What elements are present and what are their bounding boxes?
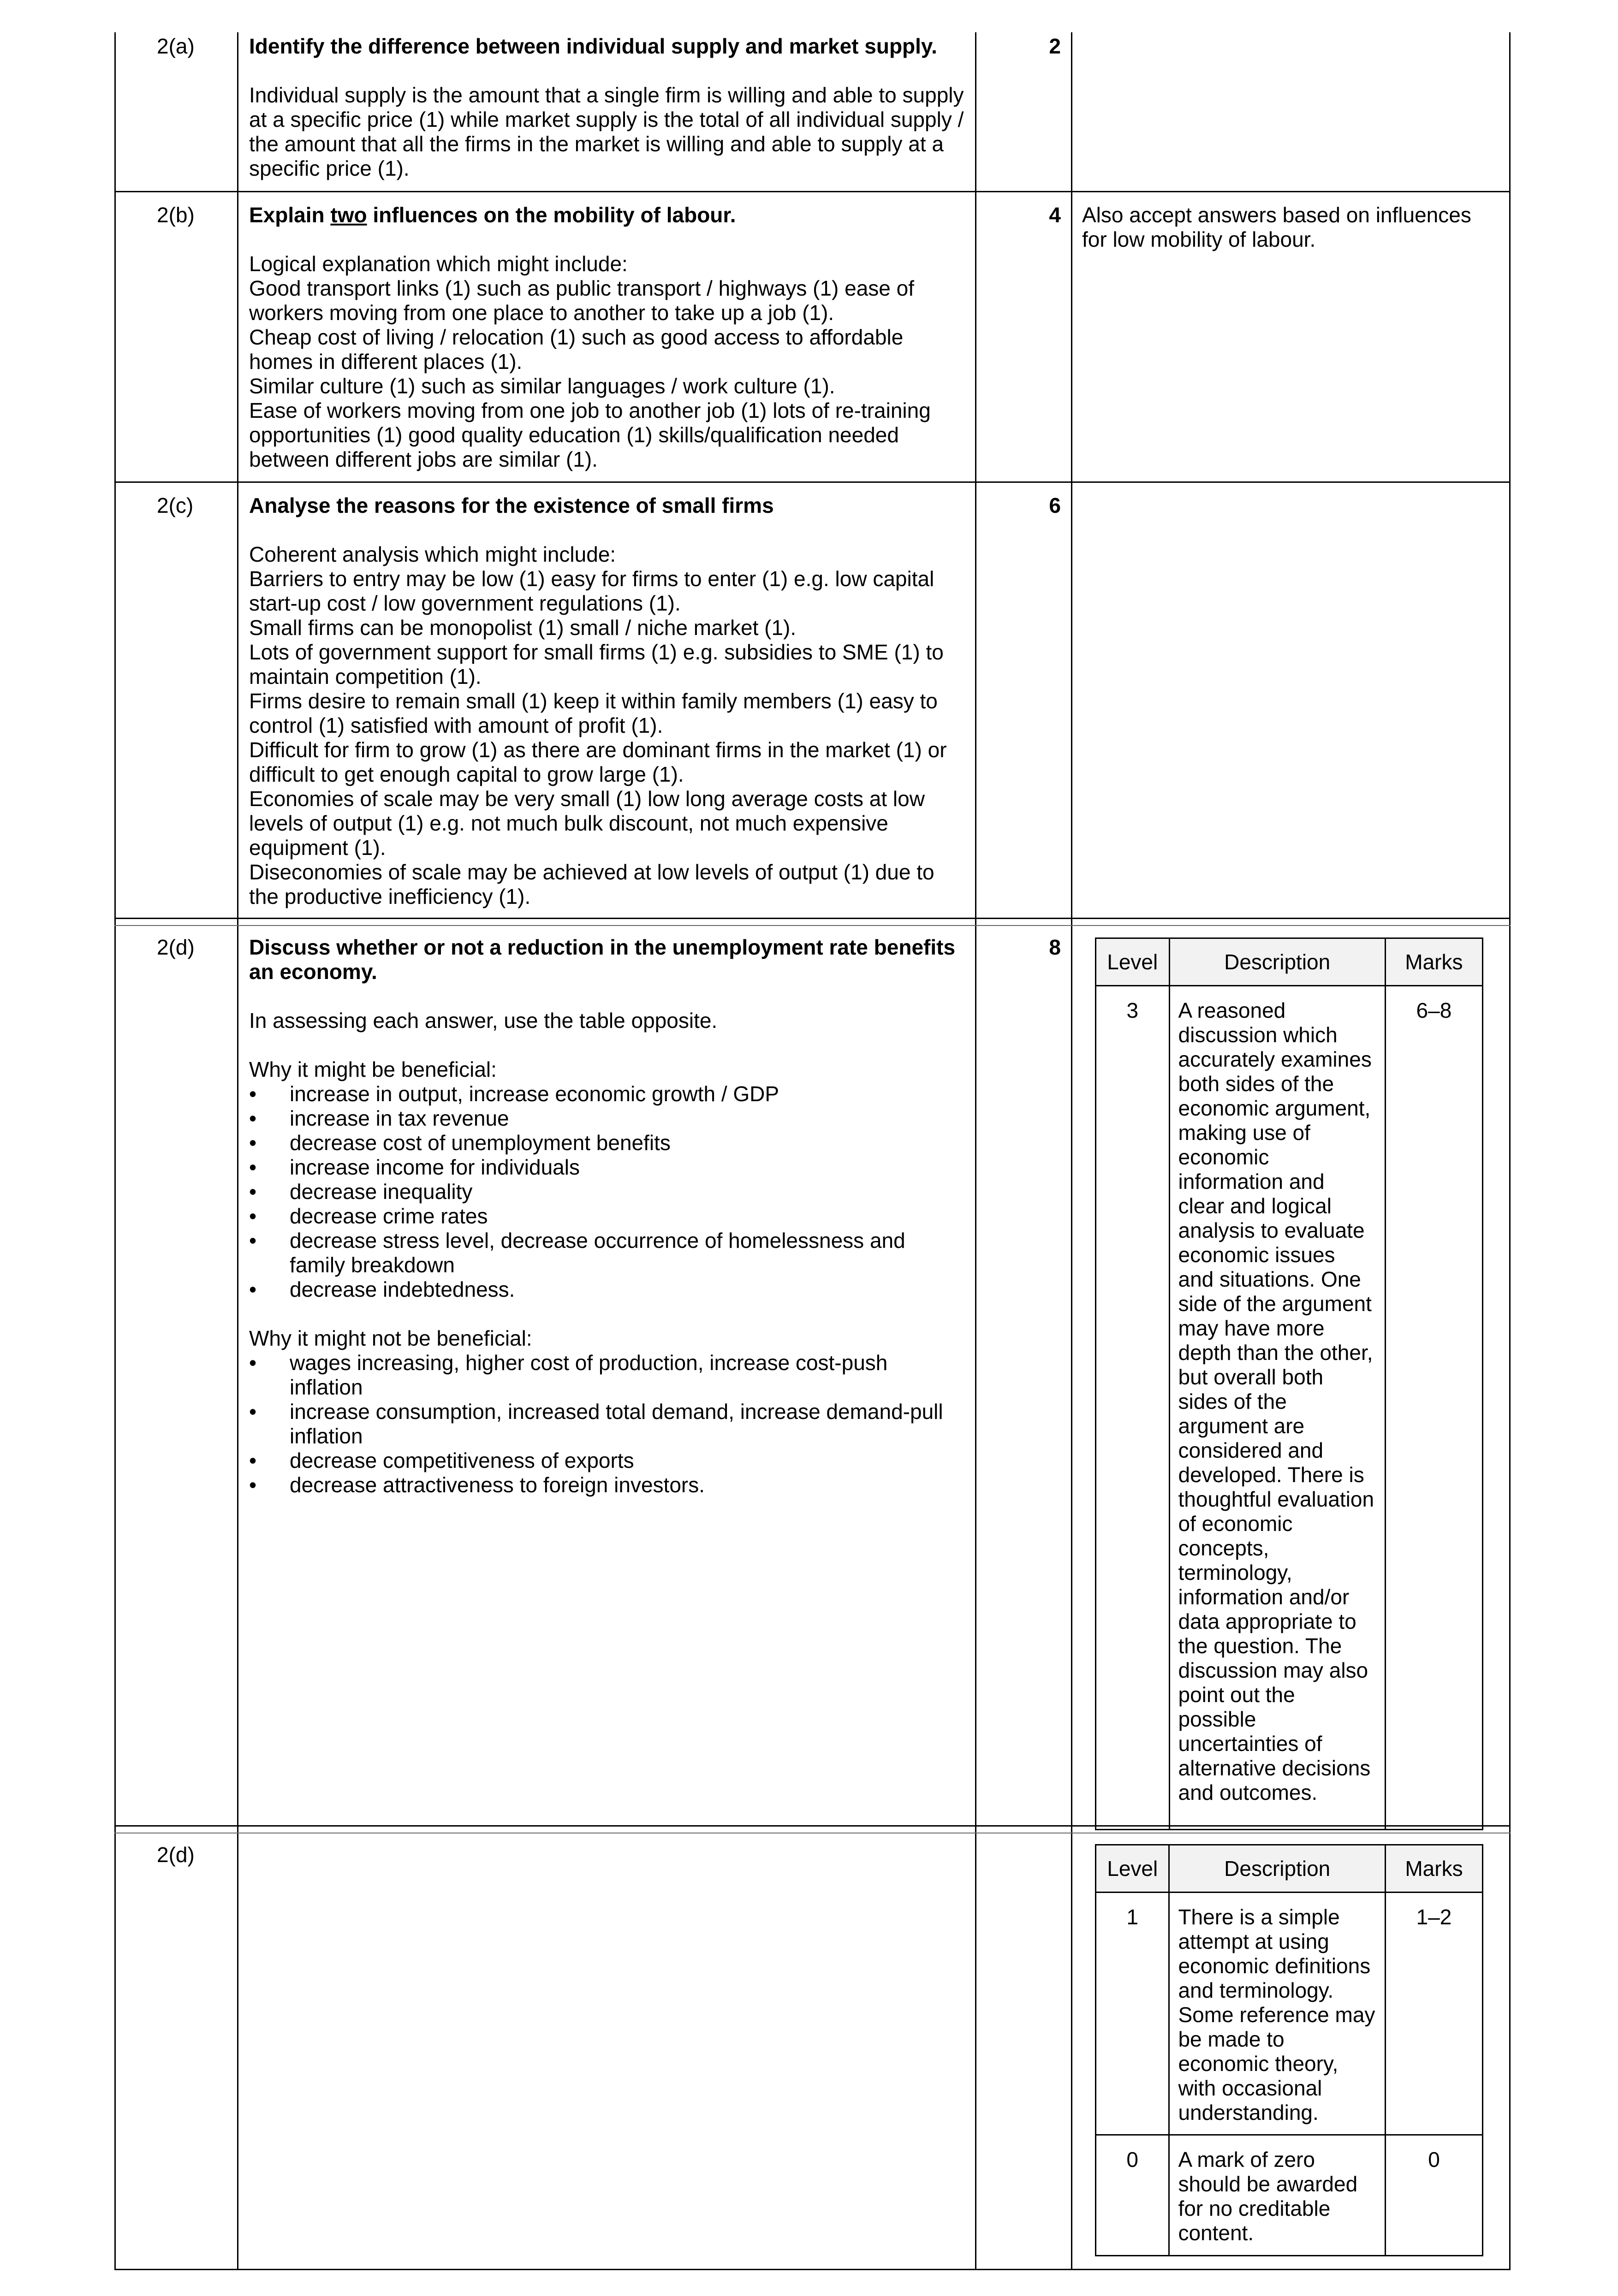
question-number: 2(a) (157, 34, 195, 58)
description-line: alternative decisions (1178, 1756, 1371, 1780)
answer-cell-2b (249, 203, 969, 472)
description-line: economic (1178, 1145, 1269, 1169)
description-line: but overall both (1178, 1365, 1324, 1389)
row-divider-bc (114, 481, 1511, 483)
row-divider-ab (114, 191, 1511, 192)
table-border-bottom (114, 2269, 1511, 2270)
level-row (1096, 1893, 1483, 2135)
list-item: • decrease stress level, decrease occurrence of homelessness and family breakdown (249, 1228, 969, 1277)
answer-line: homes in different places (1). (249, 350, 523, 374)
answer-line: Small firms can be monopolist (1) small / niche market (1). (249, 616, 797, 640)
marks-value: 6 (1049, 493, 1061, 517)
answer-line: specific price (1). (249, 156, 410, 180)
level-table-header (1096, 938, 1483, 986)
answer-line: at a specific price (1) while market supply is the total of all individual supply / (249, 107, 964, 131)
answer-line: equipment (1). (249, 836, 386, 860)
description-line: information and (1178, 1169, 1325, 1193)
level-header: Level (1096, 938, 1170, 986)
description-line: argument are (1178, 1414, 1305, 1438)
level-number: 0 (1096, 2135, 1169, 2256)
list-item: • decrease inequality (249, 1180, 969, 1204)
description-line: economic theory, (1178, 2052, 1338, 2076)
level-row (1096, 2135, 1483, 2256)
question-emphasis: two (330, 203, 367, 227)
list-item: • decrease cost of unemployment benefits (249, 1131, 969, 1155)
answer-line: Diseconomies of scale may be achieved at low levels of output (1) due to (249, 860, 934, 884)
answer-line: Similar culture (1) such as similar languages / work culture (1). (249, 374, 835, 398)
description-line: sides of the (1178, 1389, 1287, 1413)
level-description (1169, 2135, 1386, 2256)
answer-line: Firms desire to remain small (1) keep it within family members (1) easy to (249, 689, 938, 713)
description-line: economic issues (1178, 1243, 1335, 1267)
marks-header: Marks (1385, 1845, 1482, 1893)
answer-line: maintain competition (1). (249, 664, 482, 688)
description-line: discussion may also (1178, 1658, 1368, 1682)
description-line: There is a simple (1178, 1905, 1340, 1929)
answer-line: between different jobs are similar (1). (249, 447, 598, 471)
description-line: data appropriate to (1178, 1609, 1356, 1633)
description-line: both sides of the (1178, 1072, 1334, 1096)
question-number: 2(b) (157, 203, 195, 227)
not-beneficial-heading: Why it might not be beneficial: (249, 1326, 532, 1350)
description-header: Description (1169, 1845, 1386, 1893)
guidance-cell (1082, 203, 1497, 252)
level-row (1096, 986, 1483, 1830)
answer-line: Good transport links (1) such as public transport / highways (1) ease of (249, 276, 915, 300)
description-line: understanding. (1178, 2100, 1319, 2124)
answer-intro: Coherent analysis which might include: (249, 542, 616, 566)
guidance-line: Also accept answers based on influences (1082, 203, 1471, 227)
description-line: information and/or (1178, 1585, 1350, 1609)
description-line: clear and logical (1178, 1194, 1332, 1218)
level-marks: 6–8 (1385, 986, 1482, 1830)
description-line: analysis to evaluate (1178, 1218, 1365, 1242)
description-line: side of the argument (1178, 1292, 1372, 1316)
question-number: 2(c) (157, 493, 194, 517)
table-border-left (114, 32, 116, 2270)
question-text: Explain two influences on the mobility of labour. (249, 203, 736, 227)
description-line: uncertainties of (1178, 1732, 1322, 1756)
answer-line: Cheap cost of living / relocation (1) such as good access to affordable (249, 325, 904, 349)
description-line: making use of (1178, 1121, 1310, 1145)
level-table (1095, 937, 1483, 1830)
question-text: Analyse the reasons for the existence of small firms (249, 493, 774, 517)
description-line: A mark of zero (1178, 2148, 1315, 2171)
table-border-right (1509, 32, 1511, 2270)
description-line: and outcomes. (1178, 1780, 1318, 1804)
list-item: • increase income for individuals (249, 1155, 969, 1180)
level-number: 1 (1096, 1893, 1169, 2135)
description-line: economic definitions (1178, 1954, 1371, 1978)
level-table-header (1096, 1845, 1483, 1893)
marks-value: 4 (1049, 203, 1061, 227)
description-line: considered and (1178, 1438, 1324, 1462)
description-line: with occasional (1178, 2076, 1322, 2100)
marks-value: 2 (1049, 34, 1061, 58)
answer-cell-2c (249, 493, 969, 909)
column-divider-2 (975, 32, 976, 2270)
marks-header: Marks (1385, 938, 1482, 986)
description-line: the question. The (1178, 1634, 1342, 1658)
answer-line: Barriers to entry may be low (1) easy for firms to enter (1) e.g. low capital (249, 567, 934, 591)
description-line: of economic (1178, 1512, 1293, 1536)
answer-line: Lots of government support for small firms (1) e.g. subsidies to SME (1) to (249, 640, 944, 664)
description-line: be made to (1178, 2027, 1285, 2051)
assessment-instruction: In assessing each answer, use the table opposite. (249, 1009, 718, 1032)
description-line: discussion which (1178, 1023, 1338, 1047)
description-line: economic argument, (1178, 1096, 1371, 1120)
description-header: Description (1169, 938, 1385, 986)
description-line: and situations. One (1178, 1267, 1361, 1291)
answer-line: Ease of workers moving from one job to another job (1) lots of re-training (249, 398, 931, 422)
column-divider-1 (237, 32, 238, 2270)
list-item: • decrease indebtedness. (249, 1277, 969, 1302)
description-line: concepts, (1178, 1536, 1269, 1560)
answer-line: start-up cost / low government regulations (1). (249, 591, 681, 615)
list-item: • decrease attractiveness to foreign investors. (249, 1473, 969, 1497)
description-line: A reasoned (1178, 998, 1286, 1022)
description-line: content. (1178, 2221, 1254, 2245)
answer-line: the amount that all the firms in the market is willing and able to supply at a (249, 132, 944, 156)
beneficial-heading: Why it might be beneficial: (249, 1057, 497, 1081)
level-marks: 1–2 (1385, 1893, 1482, 2135)
answer-line: workers moving from one place to another to take up a job (1). (249, 301, 834, 325)
answer-cell-2a (249, 34, 969, 181)
level-number: 3 (1096, 986, 1170, 1830)
column-divider-3 (1071, 32, 1072, 2270)
description-line: and terminology. (1178, 1978, 1334, 2002)
level-description (1169, 1893, 1386, 2135)
description-line: attempt at using (1178, 1929, 1329, 1953)
question-text: Discuss whether or not a reduction in the unemployment rate benefits (249, 935, 956, 959)
question-number: 2(d) (157, 1843, 195, 1867)
answer-line: opportunities (1) good quality education (1) skills/qualification needed (249, 423, 899, 447)
question-number: 2(d) (157, 935, 195, 959)
description-line: developed. There is (1178, 1463, 1364, 1487)
list-item: • decrease competitiveness of exports (249, 1448, 969, 1473)
description-line: accurately examines (1178, 1047, 1372, 1071)
answer-line: Economies of scale may be very small (1) low long average costs at low (249, 787, 925, 811)
answer-line: difficult to get enough capital to grow large (1). (249, 762, 684, 786)
answer-line: the productive inefficiency (1). (249, 884, 531, 908)
level-table (1095, 1844, 1483, 2256)
row-divider-cd-double (114, 925, 1511, 926)
list-item: • increase consumption, increased total demand, increase demand-pull inflation (249, 1400, 969, 1448)
question-text: Identify the difference between individual supply and market supply. (249, 34, 937, 58)
description-line: for no creditable (1178, 2196, 1331, 2220)
list-item: • decrease crime rates (249, 1204, 969, 1228)
answer-cell-2d (249, 935, 969, 1497)
question-text: an economy. (249, 960, 377, 984)
description-line: should be awarded (1178, 2172, 1358, 2196)
description-line: point out the (1178, 1683, 1295, 1707)
description-line: thoughtful evaluation (1178, 1487, 1374, 1511)
answer-intro: Logical explanation which might include: (249, 252, 628, 276)
list-item: • increase in output, increase economic growth / GDP (249, 1082, 969, 1106)
list-item: • increase in tax revenue (249, 1106, 969, 1131)
level-header: Level (1096, 1845, 1169, 1893)
description-line: depth than the other, (1178, 1341, 1373, 1365)
description-line: possible (1178, 1707, 1256, 1731)
level-description (1169, 986, 1385, 1830)
description-line: Some reference may (1178, 2003, 1375, 2027)
description-line: terminology, (1178, 1560, 1292, 1584)
row-divider-cd (114, 918, 1511, 919)
level-marks: 0 (1385, 2135, 1482, 2256)
guidance-line: for low mobility of labour. (1082, 227, 1316, 251)
answer-line: Individual supply is the amount that a single firm is willing and able to supply (249, 83, 964, 107)
answer-line: control (1) satisfied with amount of profit (1). (249, 713, 663, 737)
description-line: may have more (1178, 1316, 1325, 1340)
answer-line: levels of output (1) e.g. not much bulk discount, not much expensive (249, 811, 888, 835)
answer-line: Difficult for firm to grow (1) as there are dominant firms in the market (1) or (249, 738, 947, 762)
list-item: • wages increasing, higher cost of production, increase cost-push inflation (249, 1351, 969, 1400)
marks-value: 8 (1049, 935, 1061, 959)
